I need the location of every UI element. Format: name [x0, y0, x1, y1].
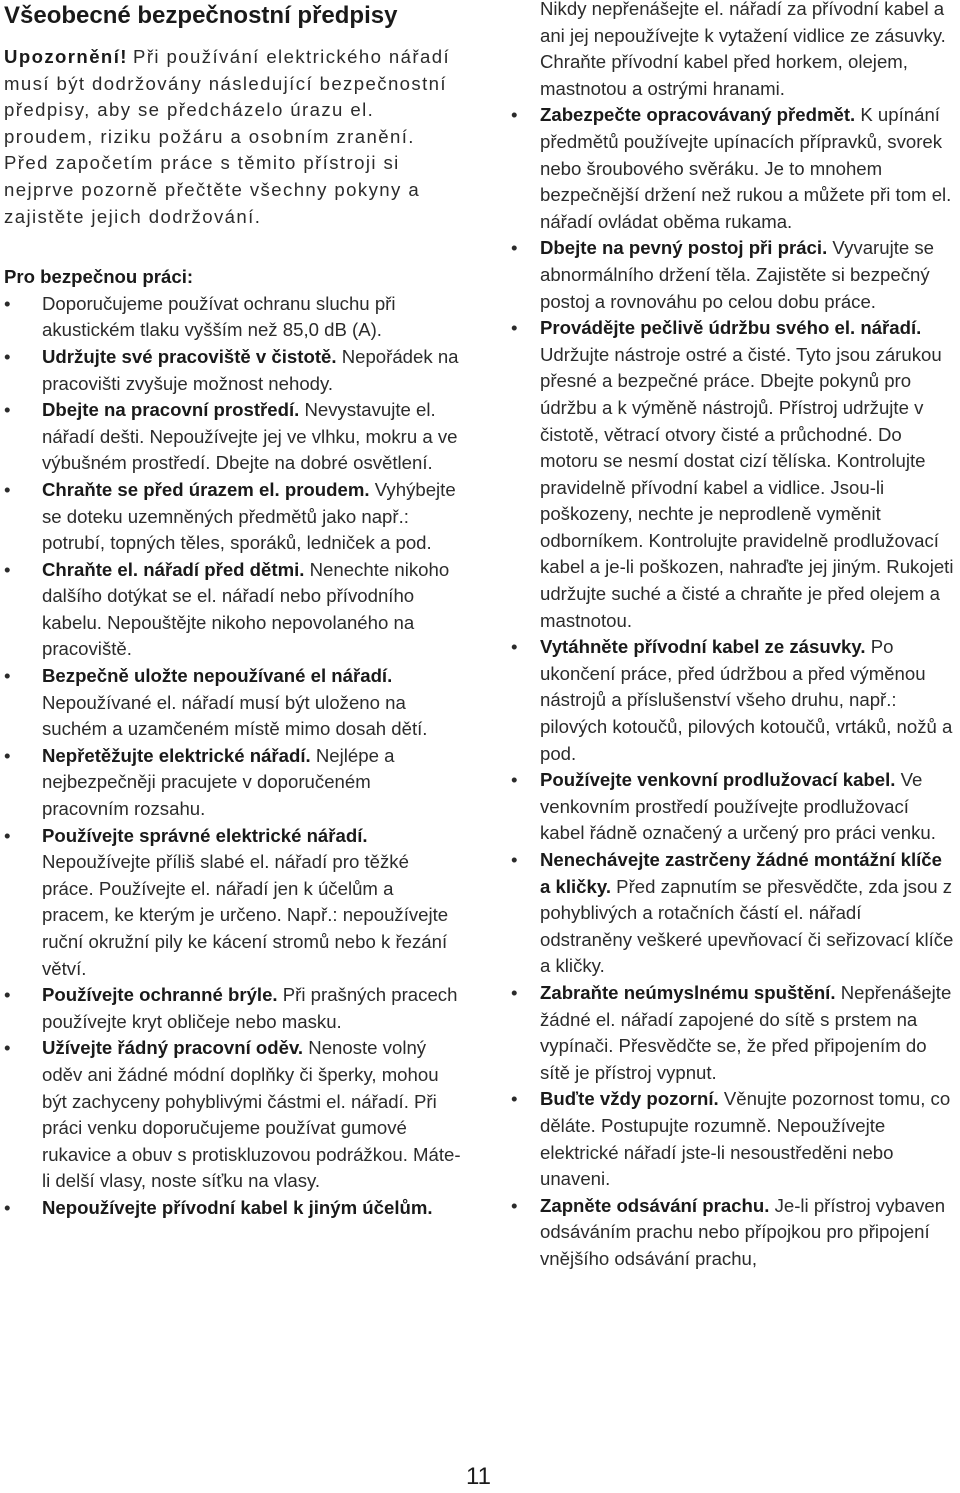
safety-item: [511, 235, 957, 315]
safety-item: [4, 557, 462, 663]
safety-item-text: Nepoužívané el. nářadí musí být uloženo na suchém a uzamčeném místě mimo dosah dětí.: [42, 691, 428, 740]
safety-item-text: Ve venkovním prostředí používejte prodlužovací kabel řádně označený a určený pro práci venku.: [540, 769, 936, 844]
continuation-text: Nikdy nepřenášejte el. nářadí za přívodní kabel a ani jej nepoužívejte k vytažení vidlice ze zásuvky. Chraňte přívodní kabel před horkem, olejem, mastnotou a ostrými hranami.: [540, 0, 946, 99]
safety-item: [511, 1086, 957, 1192]
safety-item-text: Věnujte pozornost tomu, co děláte. Postupujte rozumně. Nepoužívejte elektrické nářadí jste-li nesoustředěni nebo unaveni.: [540, 1088, 951, 1190]
safety-item-heading: Dbejte na pevný postoj při práci.: [540, 237, 828, 259]
safety-item-heading: Buďte vždy pozorní.: [540, 1088, 719, 1110]
safety-item: [4, 344, 462, 397]
safety-item-heading: Zabraňte neúmyslnému spuštění.: [540, 981, 836, 1003]
safety-item-heading: Chraňte se před úrazem el. proudem.: [42, 478, 370, 500]
safety-item-text: Nenoste volný oděv ani žádné módní doplňky či šperky, mohou být zachyceny pohyblivými částmi el. nářadí. Při práci venku doporučujeme používat gumové rukavice a obuv s protiskluzovou podrážkou. Máte-li delší vlasy, noste síťku na vlasy.: [42, 1037, 461, 1192]
right-column: [511, 0, 957, 1273]
safety-item-text: Nevystavujte el. nářadí dešti. Nepoužívejte jej ve vlhku, mokru a ve výbušném prostředí. Dbejte na dobré osvětlení.: [42, 399, 458, 474]
warning-label: Upozornění!: [4, 46, 128, 67]
safety-item-heading: Bezpečně uložte nepoužívané el nářadí.: [42, 665, 393, 687]
safety-item-text: Nepořádek na pracovišti zvyšuje možnost nehody.: [42, 345, 459, 394]
safety-item-heading: Zabezpečte opracovávaný předmět.: [540, 104, 856, 126]
safety-item: [4, 477, 462, 557]
safety-item: [4, 291, 462, 344]
safety-item: [4, 1195, 462, 1222]
safety-item-text: Před zapnutím se přesvědčte, zda jsou z pohyblivých a rotačních částí el. nářadí odstraněny veškeré upevňovací či seřizovací klíče a kličky.: [540, 875, 954, 977]
warning-text: Při používání elektrického nářadí musí být dodržovány následující bezpečnostní předpisy, aby se předcházelo úrazu el. proudem, riziku požáru a osobním zranění. Před započetím práce s těmito přístroji si nejprve pozorně přečtěte všechny pokyny a zajistěte jejich dodržování.: [4, 46, 451, 227]
safety-item: [511, 847, 957, 980]
continuation-item: [511, 0, 957, 102]
right-safety-list: [511, 0, 957, 1273]
safety-item-heading: Nepoužívejte přívodní kabel k jiným účelům.: [42, 1196, 433, 1218]
safety-item: [4, 1035, 462, 1195]
safety-item: [511, 634, 957, 767]
safety-item-heading: Nepřetěžujte elektrické nářadí.: [42, 744, 311, 766]
safety-item: [511, 1193, 957, 1273]
safety-item-heading: Zapněte odsávání prachu.: [540, 1194, 770, 1216]
safety-item-heading: Používejte správné elektrické nářadí.: [42, 824, 368, 846]
safety-item: [4, 743, 462, 823]
page-title: Všeobecné bezpečnostní předpisy: [4, 2, 398, 29]
safety-item-heading: Nenechávejte zastrčeny žádné montážní klíče a kličky.: [540, 849, 942, 897]
safety-item: [4, 397, 462, 477]
safety-item: [4, 823, 462, 983]
safety-item: [4, 982, 462, 1035]
safety-item-heading: Dbejte na pracovní prostředí.: [42, 399, 300, 421]
safety-item-text: K upínání předmětů používejte upínacích přípravků, svorek nebo šroubového svěráku. Je to mnohem bezpečnější držení než rukou a můžete při tom el. nářadí ovládat oběma rukama.: [540, 104, 952, 232]
safety-item: [511, 767, 957, 847]
safety-item: [511, 102, 957, 235]
section-heading: Pro bezpečnou práci:: [4, 266, 194, 288]
safety-item-text: Doporučujeme používat ochranu sluchu při akustickém tlaku vyšším než 85,0 dB (A).: [42, 292, 396, 341]
safety-item: [511, 980, 957, 1086]
safety-item-heading: Užívejte řádný pracovní oděv.: [42, 1037, 304, 1059]
safety-item: [511, 315, 957, 634]
safety-item-heading: Chraňte el. nářadí před dětmi.: [42, 558, 305, 580]
safety-item-heading: Vytáhněte přívodní kabel ze zásuvky.: [540, 636, 866, 658]
safety-item-text: Vyhýbejte se doteku uzemněných předmětů jako např.: potrubí, topných těles, sporáků, ledniček a pod.: [42, 478, 456, 554]
safety-item-text: Nepoužívejte příliš slabé el. nářadí pro těžké práce. Používejte el. nářadí jen k účelům a pracem, ke kterým je určeno. Např.: nepoužívejte ruční okružní pily ke kácení stromů nebo k řezání větví.: [42, 851, 449, 979]
safety-item-heading: Provádějte pečlivě údržbu svého el. nářadí.: [540, 317, 922, 339]
safety-item-text: Nenechte nikoho dalšího dotýkat se el. nářadí nebo přívodního kabelu. Nepouštějte nikoho nepovolaného na pracoviště.: [42, 558, 450, 660]
safety-item: [4, 663, 462, 743]
safety-item-text: Při prašných pracech používejte kryt obličeje nebo masku.: [42, 984, 458, 1032]
left-column: [4, 0, 462, 1222]
left-safety-list: [4, 291, 462, 1222]
safety-item-text: Je-li přístroj vybaven odsáváním prachu nebo přípojkou pro připojení vnějšího odsávání prachu,: [540, 1194, 946, 1269]
safety-item-heading: Používejte venkovní prodlužovací kabel.: [540, 769, 896, 791]
safety-item-heading: Udržujte své pracoviště v čistotě.: [42, 345, 337, 367]
safety-item-text: Nejlépe a nejbezpečněji pracujete v doporučeném pracovním rozsahu.: [42, 744, 395, 820]
warning-paragraph: [4, 44, 462, 230]
safety-item-heading: Používejte ochranné brýle.: [42, 984, 278, 1006]
safety-item-text: Vyvarujte se abnormálního držení těla. Zajistěte si bezpečný postoj a rovnováhu po celou dobu práce.: [540, 237, 935, 312]
safety-item-text: Po ukončení práce, před údržbou a před výměnou nástrojů a příslušenství všeho druhu, např.: pilových kotoučů, pilových kotoučů, vrtáků, nožů a pod.: [540, 636, 953, 764]
page-number: 11: [466, 1463, 491, 1490]
safety-item-text: Nepřenášejte žádné el. nářadí zapojené do sítě s prstem na vypínači. Přesvědčte se, že před připojením do sítě je přístroj vypnut.: [540, 981, 952, 1083]
safety-item-text: Udržujte nástroje ostré a čisté. Tyto jsou zárukou přesné a bezpečné práce. Dbejte pokynů pro údržbu a k výměně nástrojů. Přístroj udržujte v čistotě, větrací otvory čisté a průchodné. Do motoru se nesmí dostat cizí tělíska. Kontrolujte pravidelně přívodní kabel a vidlice. Jsou-li poškozeny, nechte je neprodleně vyměnit odborníkem. Kontrolujte pravidelně prodlužovací kabel a je-li poškozen, nahraďte jej jiným. Rukojeti udržujte suché a čisté a chraňte je před olejem a mastnotou.: [540, 343, 954, 631]
